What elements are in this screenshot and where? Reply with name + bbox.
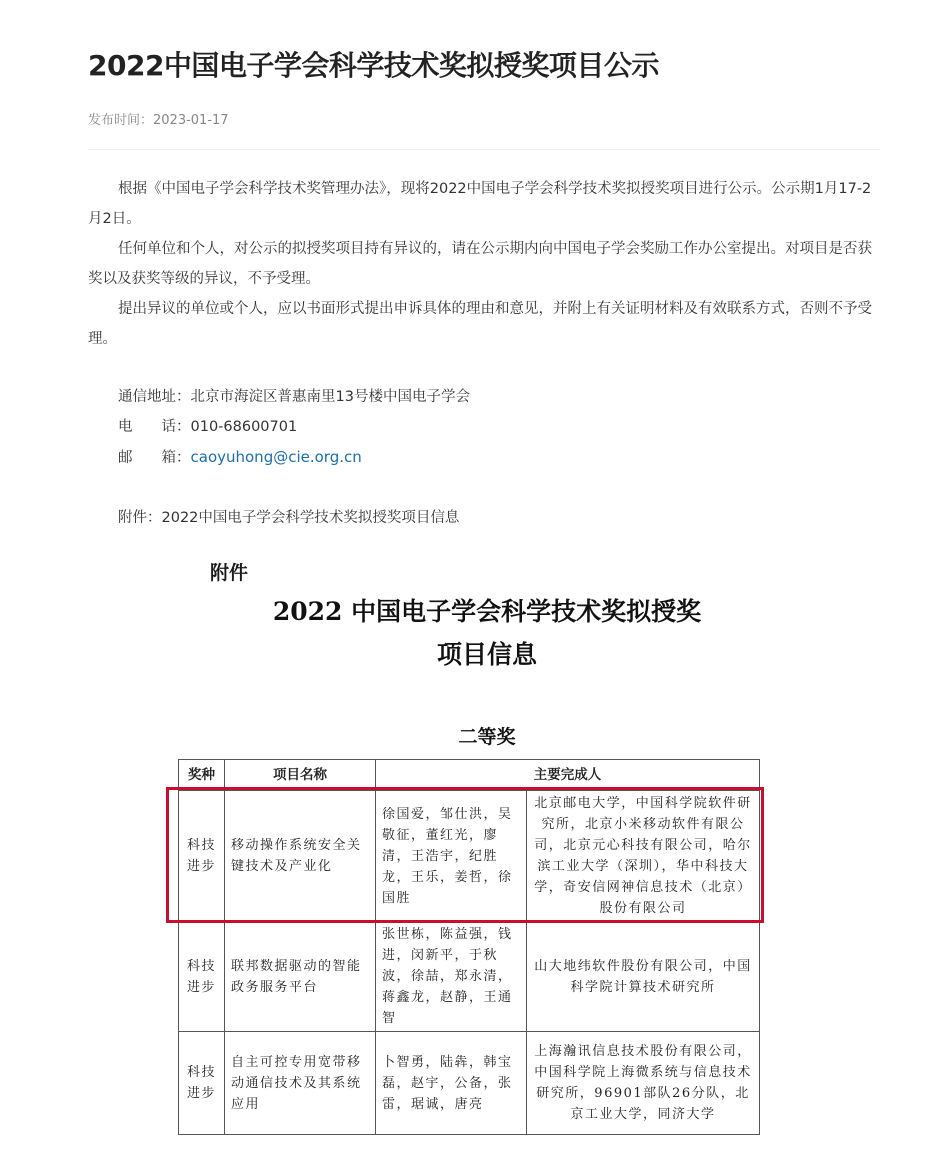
contributor-units: 北京邮电大学，中国科学院软件研究所，北京小米移动软件有限公司，北京元心科技有限公司，哈尔滨工业大学（深圳），华中科技大学，奇安信网神信息技术（北京）股份有限公司 bbox=[527, 791, 760, 922]
attachment-title-line1: 2022 中国电子学会科学技术奖拟授奖 bbox=[272, 597, 702, 626]
contributor-units: 上海瀚讯信息技术股份有限公司，中国科学院上海微系统与信息技术研究所，96901部队26分队，北京工业大学，同济大学 bbox=[527, 1032, 760, 1135]
header-project-name: 项目名称 bbox=[225, 760, 376, 791]
paragraph-3 bbox=[88, 294, 878, 354]
email-line bbox=[118, 442, 362, 473]
table-row bbox=[179, 791, 760, 922]
publish-info bbox=[88, 110, 229, 132]
award-type: 科技进步 bbox=[179, 922, 225, 1032]
publish-date: 2023-01-17 bbox=[153, 113, 229, 128]
email-link[interactable]: caoyuhong@cie.org.cn bbox=[190, 448, 362, 466]
phone-value: 010-68600701 bbox=[190, 419, 298, 435]
address-label: 通信地址： bbox=[118, 389, 191, 405]
project-name: 自主可控专用宽带移动通信技术及其系统应用 bbox=[225, 1032, 376, 1135]
award-type: 科技进步 bbox=[179, 791, 225, 922]
table-row bbox=[179, 1032, 760, 1135]
attachment-label: 附件 bbox=[210, 562, 249, 584]
address-value: 北京市海淀区普惠南里13号楼中国电子学会 bbox=[190, 389, 470, 405]
contributor-people: 张世栋，陈益强，钱进，闵新平，于秋波，徐喆，郑永清，蒋鑫龙，赵静，王通智 bbox=[376, 922, 527, 1032]
award-grade: 二等奖 bbox=[458, 726, 516, 748]
paragraph-1-text: 根据《中国电子学会科学技术奖管理办法》，现将2022中国电子学会科学技术奖拟授奖项目进行公示。公示期1月17-2月2日。 bbox=[88, 181, 872, 227]
phone-label: 电 话： bbox=[118, 419, 191, 435]
paragraph-2-text: 任何单位和个人，对公示的拟授奖项目持有异议的，请在公示期内向中国电子学会奖励工作办公室提出。对项目是否获奖以及获奖等级的异议，不予受理。 bbox=[88, 241, 872, 287]
paragraph-3-text: 提出异议的单位或个人，应以书面形式提出申诉具体的理由和意见，并附上有关证明材料及有效联系方式，否则不予受理。 bbox=[88, 301, 872, 347]
contributor-units: 山大地纬软件股份有限公司，中国科学院计算技术研究所 bbox=[527, 922, 760, 1032]
award-table bbox=[178, 759, 760, 1135]
attachment-title-line2: 项目信息 bbox=[436, 640, 537, 669]
header-main-contributors: 主要完成人 bbox=[376, 760, 760, 791]
project-name: 移动操作系统安全关键技术及产业化 bbox=[225, 791, 376, 922]
publish-label: 发布时间： bbox=[88, 113, 154, 128]
paragraph-2 bbox=[88, 234, 878, 294]
table-header-row bbox=[179, 760, 760, 791]
phone-line bbox=[118, 412, 297, 442]
header-type: 奖种 bbox=[179, 760, 225, 791]
title-divider bbox=[88, 149, 880, 150]
table-row bbox=[179, 922, 760, 1032]
attachment-line: 附件：2022中国电子学会科学技术奖拟授奖项目信息 bbox=[118, 510, 460, 526]
award-type: 科技进步 bbox=[179, 1032, 225, 1135]
address-line bbox=[118, 382, 470, 412]
contributor-people: 卜智勇，陆犇，韩宝磊，赵宇，公备，张雷，琚诚，唐亮 bbox=[376, 1032, 527, 1135]
project-name: 联邦数据驱动的智能政务服务平台 bbox=[225, 922, 376, 1032]
paragraph-1 bbox=[88, 174, 878, 234]
contributor-people: 徐国爱，邹仕洪，吴敬征，董红光，廖清，王浩宇，纪胜龙，王乐，姜哲，徐国胜 bbox=[376, 791, 527, 922]
page-title: 2022中国电子学会科学技术奖拟授奖项目公示 bbox=[88, 49, 659, 82]
email-label: 邮 箱： bbox=[118, 450, 191, 466]
